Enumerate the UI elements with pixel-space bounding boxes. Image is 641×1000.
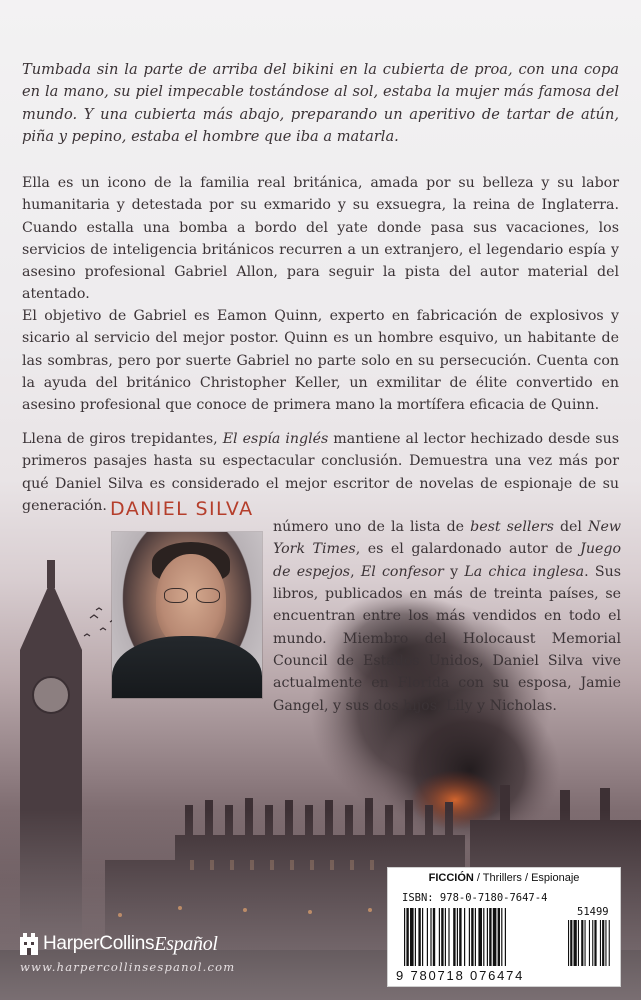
isbn-label: ISBN: 978-0-7180-7647-4 — [402, 892, 548, 904]
glasses-icon — [164, 588, 220, 602]
author-name: DANIEL SILVA — [110, 498, 254, 520]
author-bio: número uno de la lista de best sellers del New York Times, es el galardonado autor de Juego de espejos, El confesor y La chica inglesa. Sus libros, publicados en más de treinta países, se encuentran entre los más vendidos en todo el mundo. Miembro del Holocaust Memorial Council de Estados Unidos, Daniel Silva vive actualmente en Florida con su esposa, Jamie Gangel, y sus dos hijos, Lily y Nicholas. — [273, 519, 621, 714]
book-title: El espía inglés — [222, 431, 329, 448]
barcode-number: 9 780718 076474 — [396, 968, 525, 983]
synopsis-paragraph-3: Llena de giros trepidantes, El espía inglés mantiene al lector hechizado desde sus primeros pasajes hasta su espectacular conclusión. Demuestra una vez más por qué Daniel Silva es considerado el mejor escritor de novelas de espionaje de su generación. — [22, 431, 620, 514]
publisher-logo: HarperCollins Español — [20, 931, 218, 957]
building-icon — [20, 933, 38, 955]
intro-teaser: Tumbada sin la parte de arriba del bikini en la cubierta de proa, con una copa en la mano, su piel impecable tostándose al sol, estaba la mujer más famosa del mundo. Y una cubierta más abajo, preparando un aperitivo de tartar de atún, piña y pepino, estaba el hombre que iba a matarla. — [22, 60, 619, 146]
genre-label: FICCIÓN / Thrillers / Espionaje — [428, 872, 580, 884]
author-photo — [112, 532, 262, 698]
price-code: 51499 — [577, 906, 609, 918]
synopsis-paragraph-2: El objetivo de Gabriel es Eamon Quinn, experto en fabricación de explosivos y sicario al servicio del mejor postor. Quinn es un hombre esquivo, un habitante de las sombras, pero por suerte Gabriel no parte solo en su persecución. Cuenta con la ayuda del británico Christopher Keller, un exmilitar de élite convertido en asesino profesional que conoce de primera mano la mortífera eficacia de Quinn. — [22, 308, 619, 413]
synopsis-paragraph-1: Ella es un icono de la familia real británica, amada por su belleza y su labor humanitaria y detestada por su exmarido y su exsuegra, la reina de Inglaterra. Cuando estalla una bomba a bordo del yate donde pasa sus vacaciones, los servicios de inteligencia británicos recurren a un extranjero, el legendario espía y asesino profesional Gabriel Allon, para seguir la pista del autor material del atentado. — [22, 175, 619, 303]
barcode-panel — [387, 867, 621, 987]
publisher-website[interactable]: www.harpercollinsespanol.com — [20, 960, 236, 974]
